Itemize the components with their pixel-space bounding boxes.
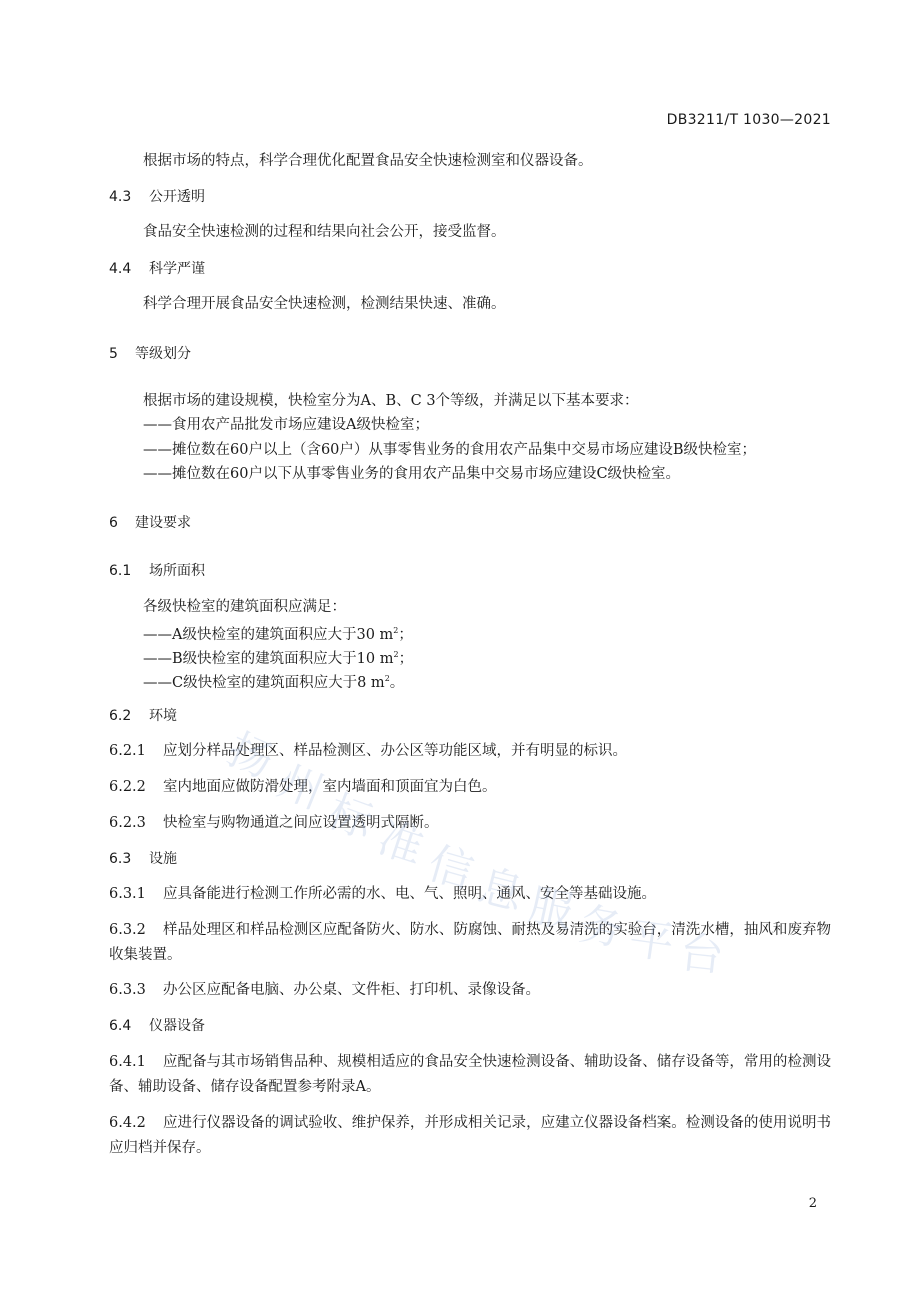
section-title: 科学严谨	[149, 261, 205, 277]
standard-code-header: DB3211/T 1030—2021	[666, 112, 831, 128]
section-4-3-heading	[109, 187, 205, 207]
section-6-2-heading	[109, 706, 177, 726]
section-6-3-heading	[109, 849, 177, 869]
clause-number: 6.4.2	[109, 1115, 146, 1131]
watermark-char: 州	[270, 755, 331, 820]
clause-number: 6.3.2	[109, 922, 146, 938]
area-text: ——C级快检室的建筑面积应大于8 m	[143, 675, 385, 691]
list-item	[143, 621, 413, 645]
section-number: 6.3	[109, 851, 132, 867]
watermark-char: 扬	[219, 723, 281, 789]
superscript: 2	[393, 650, 399, 659]
section-title: 设施	[149, 851, 177, 867]
clause-6-4-1	[109, 1050, 831, 1100]
section-number: 5	[109, 346, 118, 362]
area-text: ——A级快检室的建筑面积应大于30 m	[143, 627, 394, 643]
section-title: 环境	[149, 708, 177, 724]
list-item	[143, 645, 413, 669]
watermark-char: 服	[524, 880, 578, 940]
clause-number: 6.2.1	[109, 743, 146, 759]
section-title: 仪器设备	[149, 1018, 205, 1034]
clause-text: 室内地面应做防滑处理，室内墙面和顶面宜为白色。	[163, 779, 497, 795]
section-number: 4.3	[109, 189, 132, 205]
watermark-char: 息	[473, 859, 529, 921]
section-6-heading	[109, 513, 191, 533]
watermark-char: 标	[321, 785, 380, 849]
clause-6-2-2	[109, 777, 497, 797]
clause-6-3-1	[109, 884, 656, 904]
watermark-char: 准	[371, 812, 430, 875]
section-number: 6	[109, 515, 118, 531]
watermark-char: 平	[626, 913, 677, 971]
section-4-4-heading	[109, 259, 205, 279]
punctuation: ；	[398, 627, 413, 643]
section-4-4-text: 科学合理开展食品安全快速检测，检测结果快速、准确。	[143, 296, 506, 312]
clause-text: 应配备与其市场销售品种、规模相适应的食品安全快速检测设备、辅助设备、储存设备等，常用的检测设备、辅助设备、储存设备配置参考附录A。	[109, 1054, 831, 1095]
section-4-3-text: 食品安全快速检测的过程和结果向社会公开，接受监督。	[143, 224, 506, 240]
watermark-char: 信	[422, 837, 479, 899]
clause-text: 应划分样品处理区、样品检测区、办公区等功能区域，并有明显的标识。	[163, 743, 627, 759]
list-item: ——食用农产品批发市场应建设A级快检室；	[143, 417, 429, 433]
section-title: 建设要求	[135, 515, 191, 531]
list-item: ——摊位数在60户以上（含60户）从事零售业务的食用农产品集中交易市场应建设B级快检室；	[143, 442, 757, 458]
clause-number: 6.4.1	[109, 1054, 146, 1070]
clause-6-3-2	[109, 918, 831, 968]
section-6-1-heading	[109, 561, 205, 581]
clause-number: 6.2.3	[109, 815, 146, 831]
clause-number: 6.3.3	[109, 982, 146, 998]
section-title: 公开透明	[149, 189, 205, 205]
section-5-intro: 根据市场的建设规模，快检室分为A、B、C 3个等级，并满足以下基本要求：	[143, 393, 639, 409]
clause-6-4-2	[109, 1111, 831, 1161]
clause-text: 样品处理区和样品检测区应配备防火、防水、防腐蚀、耐热及易清洗的实验台，清洗水槽，抽风和废弃物收集装置。	[109, 922, 831, 963]
clause-number: 6.3.1	[109, 886, 146, 902]
clause-number: 6.2.2	[109, 779, 146, 795]
clause-6-2-3	[109, 813, 439, 833]
clause-text: 快检室与购物通道之间应设置透明式隔断。	[163, 815, 439, 831]
superscript: 2	[384, 674, 390, 683]
punctuation: 。	[389, 675, 405, 691]
section-title: 等级划分	[135, 346, 191, 362]
section-6-4-heading	[109, 1016, 205, 1036]
section-5-heading	[109, 344, 191, 364]
section-title: 场所面积	[149, 563, 205, 579]
clause-6-2-1	[109, 741, 627, 761]
clause-6-3-3	[109, 980, 540, 1000]
clause-text: 应进行仪器设备的调试验收、维护保养，并形成相关记录，应建立仪器设备档案。检测设备的使用说明书应归档并保存。	[109, 1115, 831, 1156]
clause-text: 应具备能进行检测工作所必需的水、电、气、照明、通风、安全等基础设施。	[163, 886, 656, 902]
section-number: 6.4	[109, 1018, 132, 1034]
intro-paragraph: 根据市场的特点，科学合理优化配置食品安全快速检测室和仪器设备。	[143, 153, 593, 169]
clause-text: 办公区应配备电脑、办公桌、文件柜、打印机、录像设备。	[163, 982, 540, 998]
section-6-1-intro: 各级快检室的建筑面积应满足：	[143, 599, 346, 615]
list-item	[143, 669, 404, 693]
watermark-char: 务	[575, 897, 628, 956]
section-number: 6.2	[109, 708, 132, 724]
area-text: ——B级快检室的建筑面积应大于10 m	[143, 651, 394, 667]
superscript: 2	[393, 626, 399, 635]
section-number: 6.1	[109, 563, 132, 579]
page-number: 2	[808, 1196, 817, 1211]
watermark-char: 台	[676, 926, 727, 982]
list-item: ——摊位数在60户以下从事零售业务的食用农产品集中交易市场应建设C级快检室。	[143, 466, 681, 482]
punctuation: ；	[398, 651, 414, 667]
section-number: 4.4	[109, 261, 132, 277]
